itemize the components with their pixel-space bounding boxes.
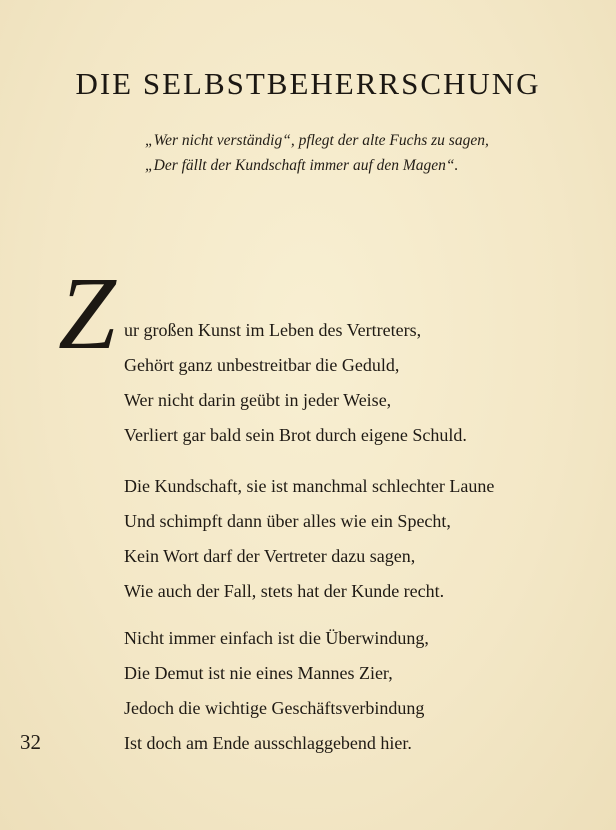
verse-line: Gehört ganz unbestreitbar die Geduld,	[124, 355, 400, 375]
verse-line: Die Demut ist nie eines Mannes Zier,	[124, 663, 393, 683]
verse-line: Wer nicht darin geübt in jeder Weise,	[124, 390, 392, 410]
stanza-3	[124, 621, 584, 761]
verse-line: Nicht immer einfach ist die Überwindung,	[124, 628, 429, 648]
verse-line: Ist doch am Ende ausschlaggebend hier.	[124, 733, 412, 753]
epigraph-line: „Wer nicht verständig“, pflegt der alte Fuchs zu sagen,	[145, 132, 489, 149]
verse-line: Verliert gar bald sein Brot durch eigene Schuld.	[124, 425, 467, 445]
verse-line: Wie auch der Fall, stets hat der Kunde recht.	[124, 581, 445, 601]
stanza-2	[124, 469, 584, 609]
epigraph	[145, 128, 565, 178]
verse-line: Kein Wort darf der Vertreter dazu sagen,	[124, 546, 416, 566]
verse-line: Jedoch die wichtige Geschäftsverbindung	[124, 698, 425, 718]
stanza-1	[124, 313, 584, 453]
poem-title: DIE SELBSTBEHERRSCHUNG	[75, 66, 541, 101]
page-number: 32	[20, 730, 41, 754]
drop-cap-initial: Z	[58, 256, 116, 371]
epigraph-line: „Der fällt der Kundschaft immer auf den Magen“.	[145, 157, 459, 174]
verse-line: ur großen Kunst im Leben des Vertreters,	[124, 320, 422, 340]
verse-line: Und schimpft dann über alles wie ein Specht,	[124, 511, 451, 531]
verse-line: Die Kundschaft, sie ist manchmal schlechter Laune	[124, 476, 495, 496]
